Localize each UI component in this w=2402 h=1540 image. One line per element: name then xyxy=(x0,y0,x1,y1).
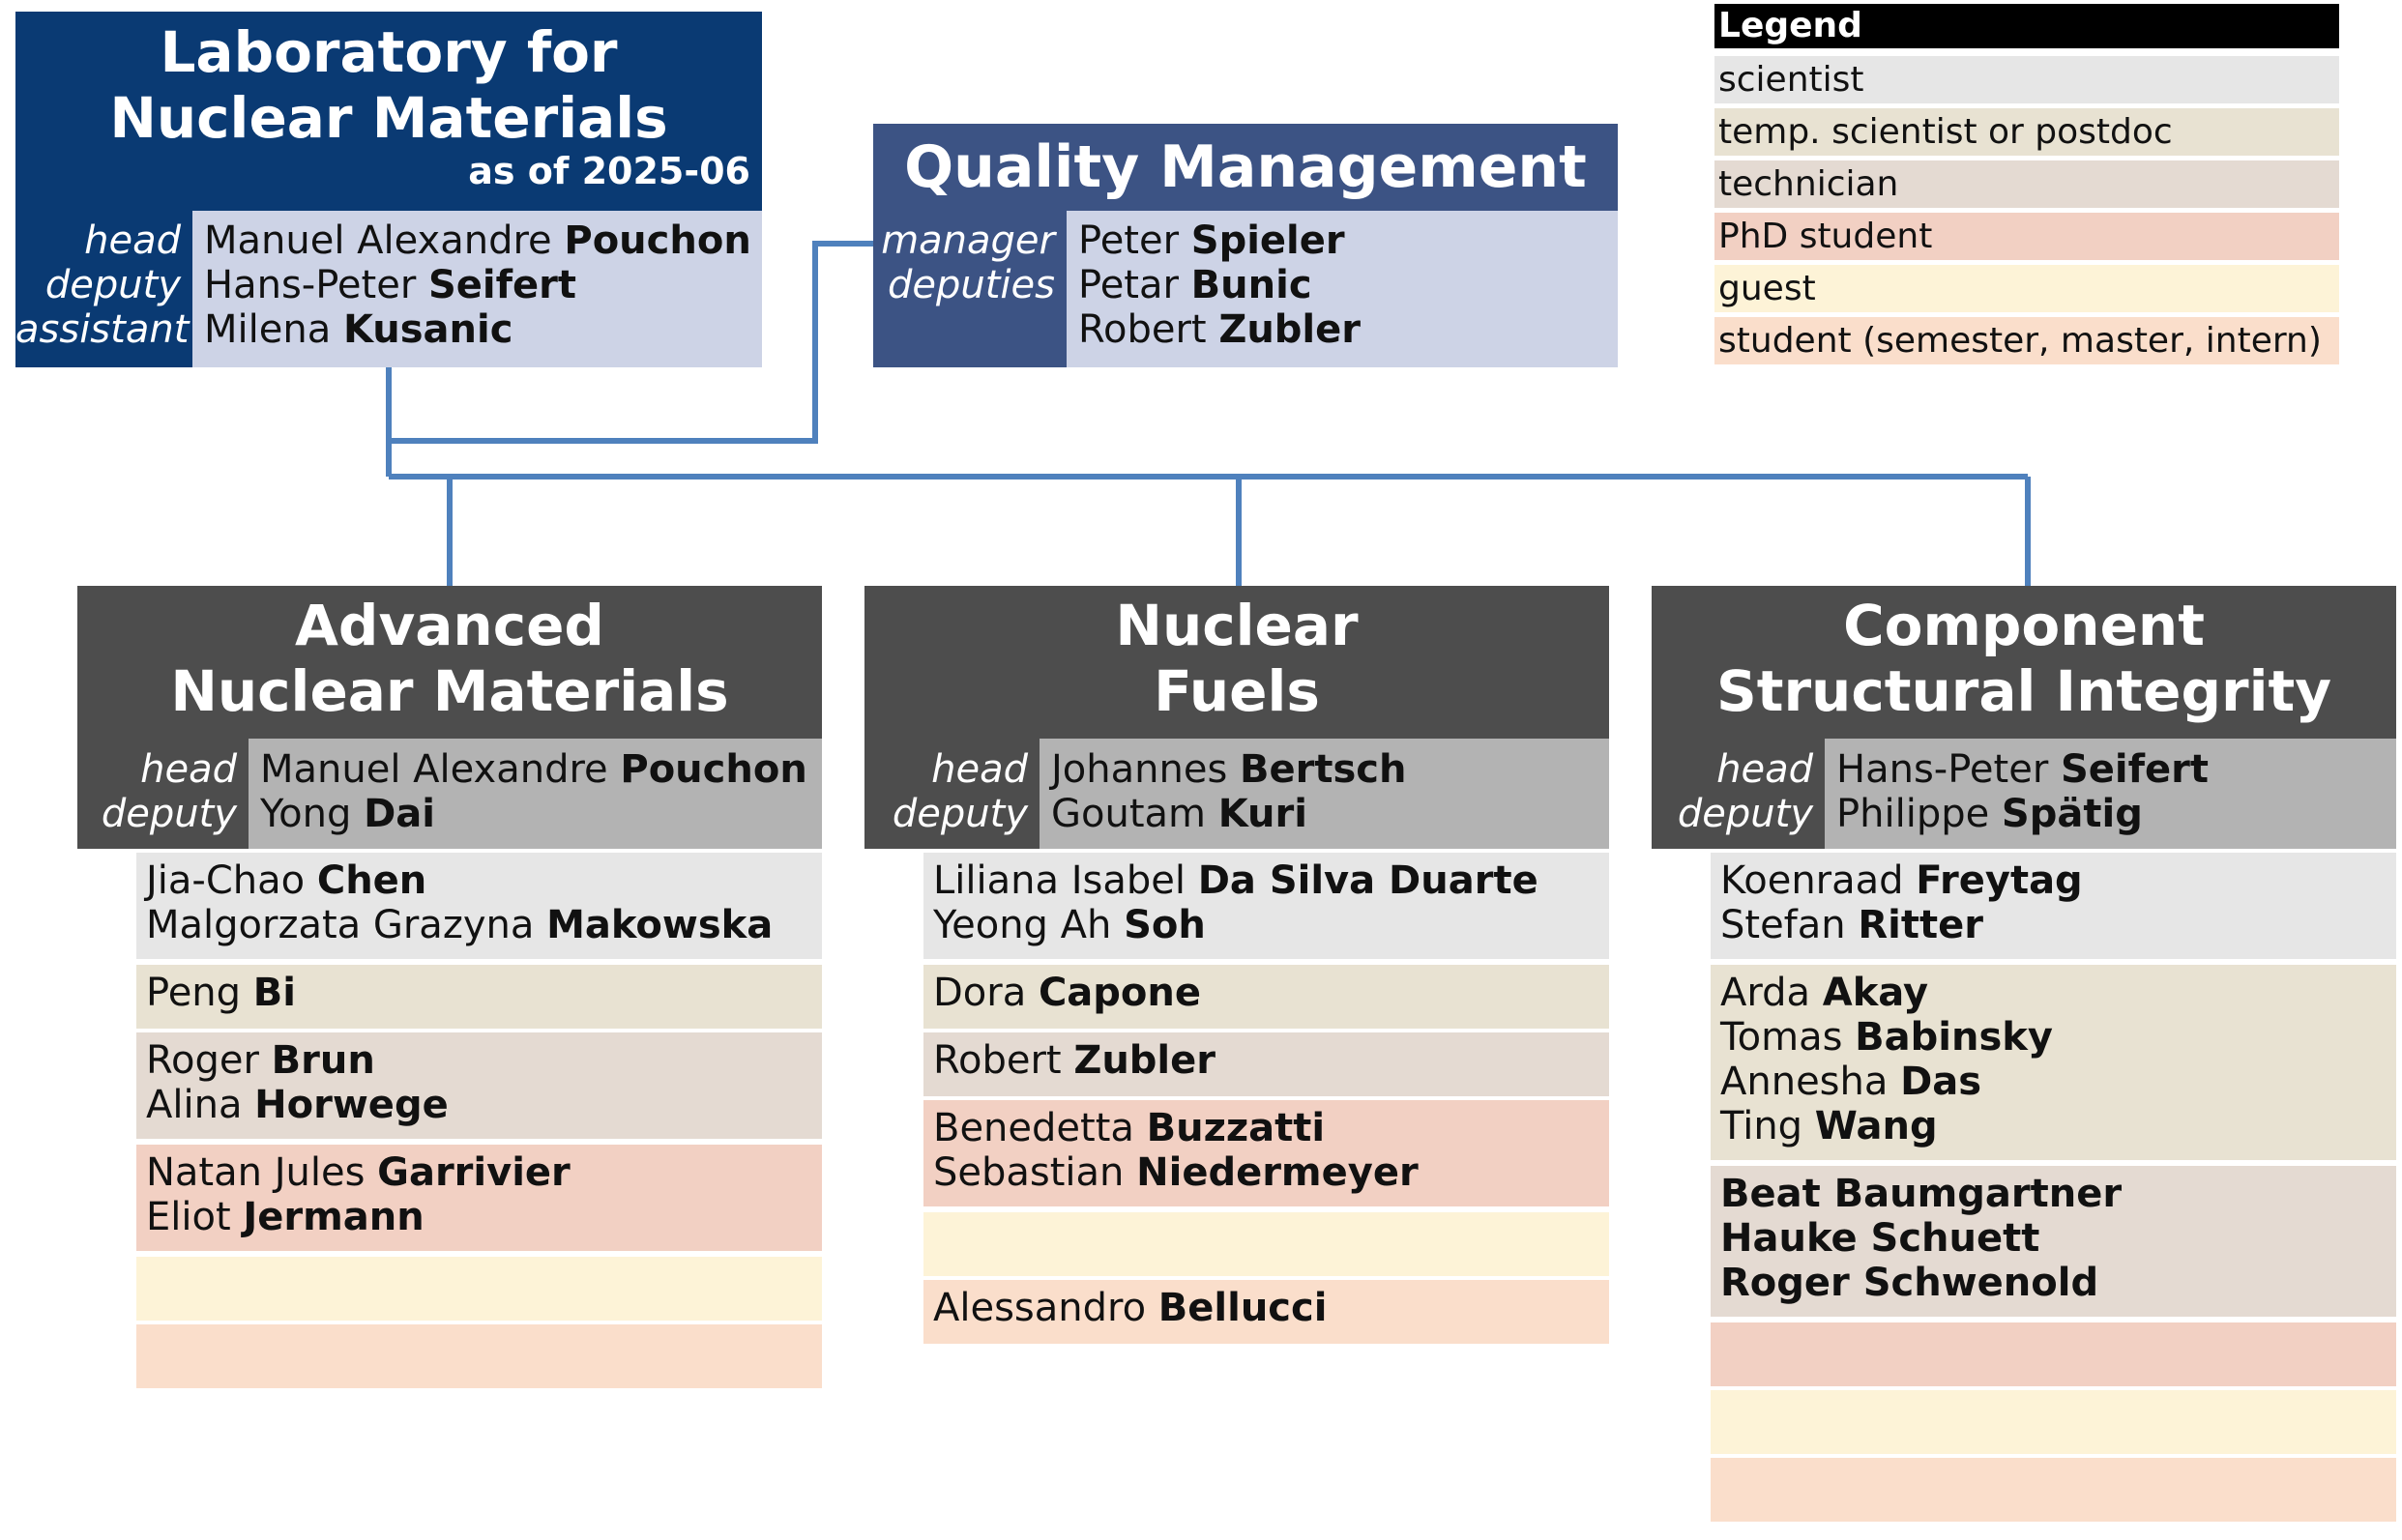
list-item: Beat Baumgartner xyxy=(1720,1172,2123,1216)
legend-title: Legend xyxy=(1714,4,2339,48)
temp-scientist-cell xyxy=(1711,965,2396,1160)
phd-cell xyxy=(923,1100,1609,1206)
list-item: Koenraad Freytag xyxy=(1720,858,2083,903)
list-item: Roger Brun xyxy=(146,1038,375,1083)
qm-deputy-row-2: Robert Zubler xyxy=(1078,307,1361,352)
group-deputy-row: deputy Goutam Kuri xyxy=(892,792,1307,836)
list-item: Stefan Ritter xyxy=(1720,903,1983,947)
temp-scientist-cell xyxy=(136,965,822,1029)
guest-cell xyxy=(923,1212,1609,1276)
list-item: Arda Akay xyxy=(1720,971,1929,1015)
group-head-row: head Johannes Bertsch xyxy=(931,747,1407,792)
scientist-cell xyxy=(923,853,1609,959)
list-item: Jia-Chao Chen xyxy=(146,858,427,903)
qm-deputy-row-1: deputies Petar Bunic xyxy=(888,263,1312,307)
group-head-row: head Manuel Alexandre Pouchon xyxy=(140,747,807,792)
list-item: Benedetta Buzzatti xyxy=(933,1106,1326,1150)
list-item: Alina Horwege xyxy=(146,1083,449,1127)
technician-cell xyxy=(923,1032,1609,1096)
list-item: Sebastian Niedermeyer xyxy=(933,1150,1419,1195)
lab-head-row: head Manuel Alexandre Pouchon xyxy=(84,218,751,263)
list-item: Robert Zubler xyxy=(933,1038,1216,1083)
guest-cell xyxy=(1711,1390,2396,1454)
list-item: Tomas Babinsky xyxy=(1720,1015,2053,1060)
scientist-cell xyxy=(136,853,822,959)
group-title: Component Structural Integrity xyxy=(1715,593,2332,724)
temp-scientist-cell xyxy=(923,965,1609,1029)
list-item: Ting Wang xyxy=(1720,1104,1938,1148)
technician-cell xyxy=(136,1032,822,1139)
legend-item-scientist: scientist xyxy=(1714,56,2339,103)
phd-cell xyxy=(1711,1322,2396,1386)
group-title: Advanced Nuclear Materials xyxy=(170,593,729,724)
student-cell xyxy=(1711,1458,2396,1522)
group-head-row: head Hans-Peter Seifert xyxy=(1716,747,2210,792)
group-title: Nuclear Fuels xyxy=(1115,593,1359,724)
list-item: Dora Capone xyxy=(933,971,1202,1015)
qm-title: Quality Management xyxy=(904,133,1587,201)
list-item: Yeong Ah Soh xyxy=(933,903,1206,947)
student-cell xyxy=(923,1280,1609,1344)
lab-deputy-row: deputy Hans-Peter Seifert xyxy=(44,263,577,307)
lab-title: Laboratory for Nuclear Materials xyxy=(109,19,668,151)
legend-item-student: student (semester, master, intern) xyxy=(1714,317,2339,364)
scientist-cell xyxy=(1711,853,2396,959)
technician-cell xyxy=(1711,1166,2396,1317)
student-cell xyxy=(136,1324,822,1388)
list-item: Natan Jules Garrivier xyxy=(146,1150,571,1195)
legend-item-temp-scientist: temp. scientist or postdoc xyxy=(1714,108,2339,156)
phd-cell xyxy=(136,1145,822,1251)
list-item: Annesha Das xyxy=(1720,1060,1982,1104)
legend-item-phd: PhD student xyxy=(1714,213,2339,260)
qm-manager-row: manager Peter Spieler xyxy=(881,218,1345,263)
list-item: Malgorzata Grazyna Makowska xyxy=(146,903,774,947)
list-item: Eliot Jermann xyxy=(146,1195,425,1239)
group-deputy-row: deputy Philippe Spätig xyxy=(1677,792,2143,836)
guest-cell xyxy=(136,1257,822,1321)
lab-assistant-row: assistant Milena Kusanic xyxy=(15,307,513,352)
legend-item-guest: guest xyxy=(1714,265,2339,312)
list-item: Hauke Schuett xyxy=(1720,1216,2040,1261)
lab-as-of: as of 2025-06 xyxy=(468,150,750,192)
list-item: Alessandro Bellucci xyxy=(933,1286,1328,1330)
list-item: Roger Schwenold xyxy=(1720,1261,2099,1305)
legend-item-technician: technician xyxy=(1714,160,2339,208)
list-item: Peng Bi xyxy=(146,971,296,1015)
group-deputy-row: deputy Yong Dai xyxy=(101,792,435,836)
list-item: Liliana Isabel Da Silva Duarte xyxy=(933,858,1538,903)
